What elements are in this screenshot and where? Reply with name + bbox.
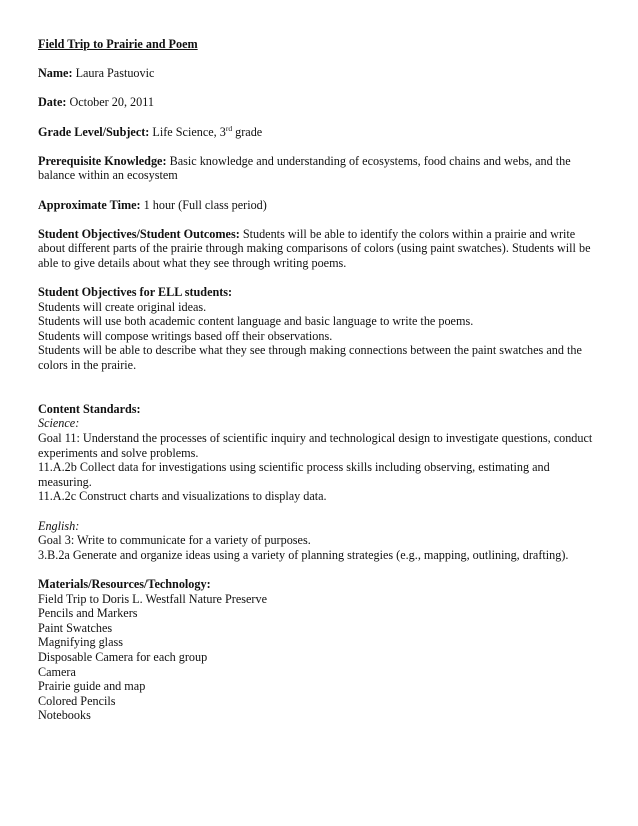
name-field (38, 66, 598, 81)
materials-item: Paint Swatches (38, 620, 113, 635)
prereq-value: Basic knowledge and understanding of ecosystems, food chains and webs, and the balance within an ecosystem (38, 153, 571, 183)
science-label: Science: (38, 416, 80, 431)
grade-label: Grade Level/Subject: (38, 124, 150, 139)
materials-item: Notebooks (38, 708, 91, 723)
materials-item: Pencils and Markers (38, 606, 138, 621)
time-field (38, 198, 598, 213)
materials-item: Magnifying glass (38, 635, 123, 650)
materials-item: Colored Pencils (38, 693, 116, 708)
english-label: English: (38, 518, 80, 533)
standards-label: Content Standards: (38, 401, 141, 416)
time-value: 1 hour (Full class period) (140, 197, 267, 212)
name-value: Laura Pastuovic (72, 66, 155, 81)
materials-item: Field Trip to Doris L. Westfall Nature Preserve (38, 591, 267, 606)
science-item: 11.A.2c Construct charts and visualizations to display data. (38, 489, 327, 504)
date-field (38, 95, 598, 110)
materials-item: Disposable Camera for each group (38, 649, 208, 664)
science-item: 11.A.2b Collect data for investigations using scientific process skills including observing, estimating and measuring. (38, 460, 550, 489)
ell-label: Student Objectives for ELL students: (38, 285, 233, 300)
ell-item: Students will be able to describe what they see through making connections between the paint swatches and the colors in the prairie. (38, 343, 582, 373)
grade-suffix: grade (232, 124, 263, 139)
materials-item: Prairie guide and map (38, 679, 146, 694)
materials-section (38, 577, 598, 723)
time-label: Approximate Time: (38, 197, 141, 212)
ell-item: Students will use both academic content language and basic language to write the poems. (38, 314, 474, 329)
english-item: 3.B.2a Generate and organize ideas using a variety of planning strategies (e.g., mapping, outlining, drafting). (38, 547, 569, 562)
document-title: Field Trip to Prairie and Poem (38, 37, 198, 51)
objectives-value: Students will be able to identify the colors within a prairie and write about different parts of the prairie through making comparisons of colors (using paint swatches). Students will be able to give details about what they see through writing poems. (38, 226, 591, 270)
grade-ordinal: rd (225, 123, 233, 133)
prereq-label: Prerequisite Knowledge: (38, 153, 167, 168)
ell-section (38, 285, 598, 373)
standards-section (38, 402, 598, 563)
name-label: Name: (38, 66, 73, 81)
ell-item: Students will create original ideas. (38, 299, 207, 314)
ell-item: Students will compose writings based off their observations. (38, 328, 333, 343)
objectives-field (38, 227, 598, 271)
materials-label: Materials/Resources/Technology: (38, 576, 211, 591)
english-item: Goal 3: Write to communicate for a variety of purposes. (38, 533, 311, 548)
prereq-field (38, 154, 598, 183)
objectives-label: Student Objectives/Student Outcomes: (38, 226, 240, 241)
science-item: Goal 11: Understand the processes of scientific inquiry and technological design to investigate questions, conduct experiments and solve problems. (38, 431, 593, 460)
date-label: Date: (38, 95, 67, 110)
grade-value: Life Science, 3 (149, 124, 226, 139)
materials-item: Camera (38, 664, 76, 679)
date-value: October 20, 2011 (66, 95, 154, 110)
grade-field (38, 125, 598, 140)
